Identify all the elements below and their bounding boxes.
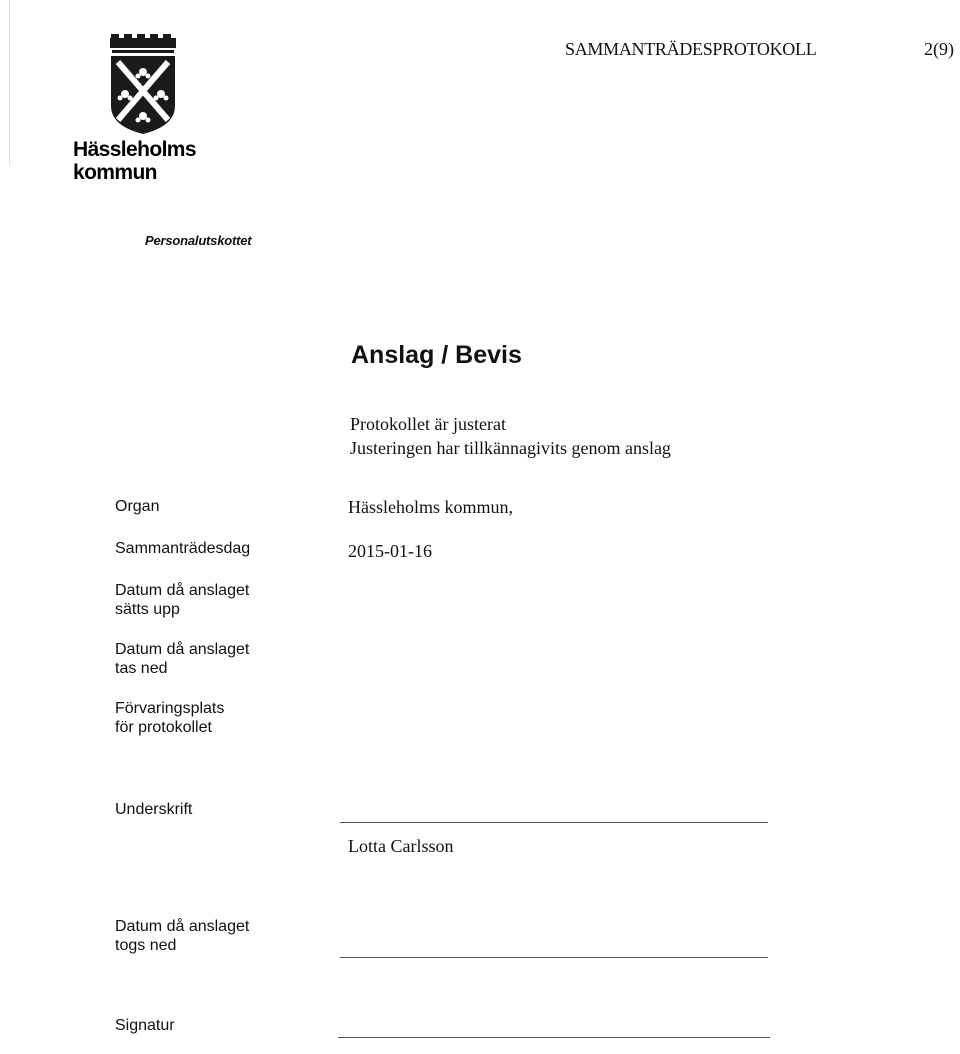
signatur-label: Signatur xyxy=(115,1017,175,1034)
taken-down-date-line xyxy=(340,957,768,958)
organ-value: Hässleholms kommun, xyxy=(348,497,513,517)
municipality-name xyxy=(73,138,243,184)
removal-date-label xyxy=(115,640,249,678)
committee-name: Personalutskottet xyxy=(145,233,252,248)
posted-date-label-line-1: Datum då anslaget xyxy=(115,582,250,599)
document-type: SAMMANTRÄDESPROTOKOLL xyxy=(565,39,817,59)
taken-down-date-label-line-1: Datum då anslaget xyxy=(115,918,250,935)
storage-label-line-2: för protokollet xyxy=(115,719,212,736)
organ-label: Organ xyxy=(115,498,160,515)
crown-icon xyxy=(110,34,176,53)
margin-rule xyxy=(9,0,10,165)
page-title: Anslag / Bevis xyxy=(351,341,522,369)
posted-date-label-line-2: sätts upp xyxy=(115,601,180,618)
announcement-statement: Justeringen har tillkännagivits genom anslag xyxy=(350,438,671,458)
signatur-line xyxy=(338,1037,770,1038)
municipality-name-line-1: Hässleholms xyxy=(73,138,196,161)
taken-down-date-label xyxy=(115,917,249,955)
signer-name: Lotta Carlsson xyxy=(348,836,454,856)
adjusted-statement: Protokollet är justerat xyxy=(350,414,506,434)
meeting-date-value: 2015-01-16 xyxy=(348,541,432,561)
signature-label: Underskrift xyxy=(115,801,193,818)
storage-label-line-1: Förvaringsplats xyxy=(115,700,225,717)
signature-line xyxy=(340,822,768,823)
coat-of-arms-logo xyxy=(108,34,178,136)
meeting-date-label: Sammanträdesdag xyxy=(115,540,251,557)
storage-label xyxy=(115,699,224,737)
page-number: 2(9) xyxy=(924,39,954,59)
municipality-name-line-2: kommun xyxy=(73,161,157,184)
removal-date-label-line-1: Datum då anslaget xyxy=(115,641,250,658)
removal-date-label-line-2: tas ned xyxy=(115,660,168,677)
taken-down-date-label-line-2: togs ned xyxy=(115,937,177,954)
posted-date-label xyxy=(115,581,249,619)
